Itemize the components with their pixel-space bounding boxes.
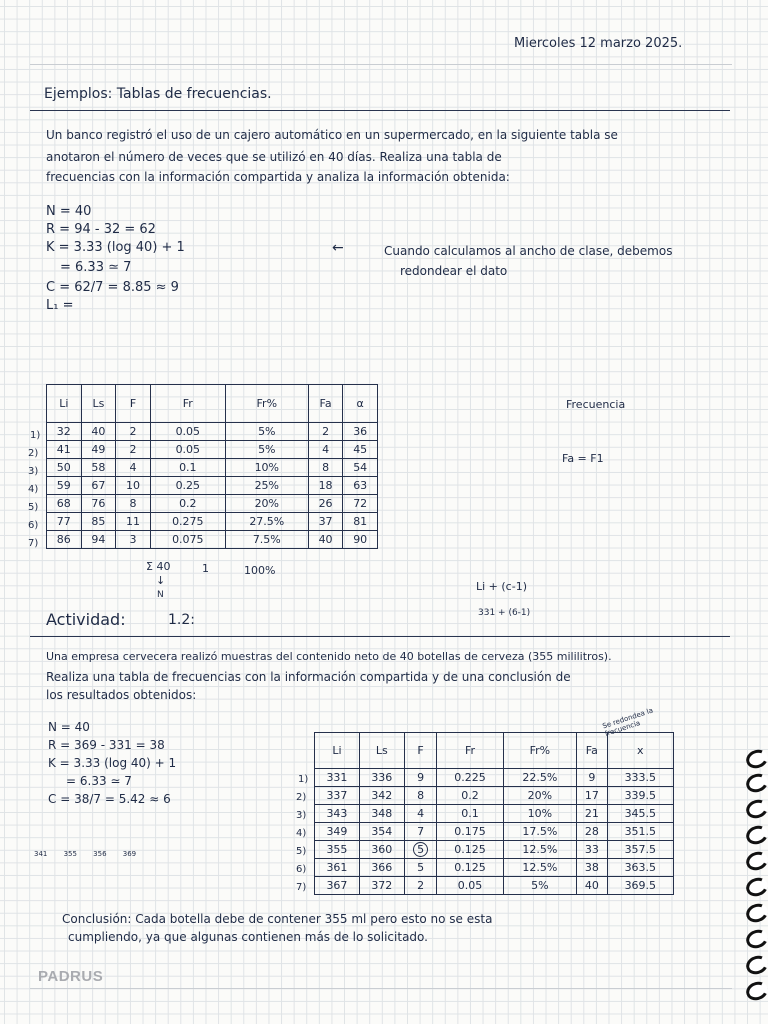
table-cell: 81	[343, 513, 378, 531]
table-row	[315, 805, 674, 823]
table-header-row	[47, 385, 378, 423]
table-cell: 26	[308, 495, 343, 513]
table-cell	[404, 841, 437, 859]
table-cell: 354	[359, 823, 404, 841]
table-cell: 0.125	[437, 841, 503, 859]
total-frequency: Σ 40	[146, 560, 171, 573]
table-cell: 331	[315, 769, 360, 787]
table-cell: 361	[315, 859, 360, 877]
left-arrow-icon: ←	[332, 240, 344, 256]
table-cell: 0.225	[437, 769, 503, 787]
table-cell: 40	[81, 423, 116, 441]
table-cell: 41	[47, 441, 82, 459]
table-cell: 49	[81, 441, 116, 459]
column-header: Fr	[437, 733, 503, 769]
table-cell: 77	[47, 513, 82, 531]
table-cell: 366	[359, 859, 404, 877]
calc-line: C = 62/7 = 8.85 ≈ 9	[46, 280, 179, 295]
table-row	[47, 477, 378, 495]
table-cell: 2	[404, 877, 437, 895]
spiral-ring-icon	[740, 746, 768, 768]
table-cell: 367	[315, 877, 360, 895]
table-cell: 336	[359, 769, 404, 787]
table-cell: 50	[47, 459, 82, 477]
table-cell: 21	[577, 805, 608, 823]
table-cell: 36	[343, 423, 378, 441]
table-row	[315, 823, 674, 841]
activity-calc-line: C = 38/7 = 5.42 ≈ 6	[48, 792, 171, 806]
table-row	[47, 513, 378, 531]
row-number: 6)	[296, 864, 307, 875]
spiral-ring-icon	[740, 926, 768, 948]
table-cell: 9	[404, 769, 437, 787]
spiral-ring-icon	[740, 952, 768, 974]
table-cell: 0.05	[150, 441, 225, 459]
row-number: 7)	[296, 882, 307, 893]
down-arrow-icon: ↓	[156, 574, 166, 587]
calc-line: L₁ =	[46, 298, 74, 313]
row-number: 1)	[30, 430, 41, 441]
column-header: F	[116, 385, 151, 423]
table-cell: 5	[404, 859, 437, 877]
activity-number: 1.2:	[168, 612, 195, 628]
table-row	[315, 769, 674, 787]
table-cell: 11	[116, 513, 151, 531]
table-cell: 8	[404, 787, 437, 805]
activity-title: Actividad:	[46, 610, 126, 629]
activity-calc-line: = 6.33 ≃ 7	[66, 774, 132, 788]
date-heading: Miercoles 12 marzo 2025.	[514, 36, 683, 51]
table-cell: 85	[81, 513, 116, 531]
column-header: Fr	[150, 385, 225, 423]
column-header: Li	[47, 385, 82, 423]
table-cell: 59	[47, 477, 82, 495]
example-statement-line: anotaron el número de veces que se utilizó en 40 días. Realiza una tabla de	[46, 150, 502, 164]
table-cell: 343	[315, 805, 360, 823]
table-cell: 68	[47, 495, 82, 513]
table-cell: 4	[404, 805, 437, 823]
formula-note: 331 + (6-1)	[478, 608, 531, 618]
table-cell: 22.5%	[503, 769, 576, 787]
table-row	[47, 441, 378, 459]
table-cell: 32	[47, 423, 82, 441]
n-label: N	[157, 590, 164, 600]
brand-logo: PADRUS	[38, 968, 104, 985]
table-cell: 20%	[225, 495, 308, 513]
column-header: α	[343, 385, 378, 423]
spiral-ring-icon	[740, 770, 768, 792]
column-header: F	[404, 733, 437, 769]
table-cell: 342	[359, 787, 404, 805]
table-cell: 2	[116, 423, 151, 441]
table-cell: 5%	[503, 877, 576, 895]
example-statement-line: Un banco registró el uso de un cajero automático en un supermercado, en la siguiente tabla se	[46, 128, 618, 142]
total-percentage: 100%	[244, 564, 276, 577]
table-cell: 360	[359, 841, 404, 859]
table-cell: 363.5	[607, 859, 673, 877]
conclusion-line: Conclusión: Cada botella debe de contener 355 ml pero esto no se esta	[62, 912, 493, 926]
table-cell: 10%	[503, 805, 576, 823]
spiral-ring-icon	[740, 822, 768, 844]
page-title: Ejemplos: Tablas de frecuencias.	[44, 86, 272, 102]
table-row	[315, 877, 674, 895]
table-cell: 7	[404, 823, 437, 841]
row-number: 2)	[296, 792, 307, 803]
table-cell: 351.5	[607, 823, 673, 841]
conclusion-line: cumpliendo, ya que algunas contienen más de lo solicitado.	[68, 930, 428, 944]
row-number: 5)	[296, 846, 307, 857]
table-cell: 0.2	[437, 787, 503, 805]
table-cell: 18	[308, 477, 343, 495]
table-cell: 2	[308, 423, 343, 441]
spiral-ring-icon	[740, 978, 768, 1000]
note-line: Cuando calculamos al ancho de clase, debemos	[384, 244, 673, 258]
table-cell: 5%	[225, 423, 308, 441]
activity-statement-line: los resultados obtenidos:	[46, 688, 197, 702]
table-row	[47, 495, 378, 513]
table-cell: 76	[81, 495, 116, 513]
column-header: Fr%	[503, 733, 576, 769]
table-row	[315, 859, 674, 877]
table-cell: 25%	[225, 477, 308, 495]
side-note: Frecuencia	[566, 398, 626, 411]
small-note: Se redondea la frecuencia	[601, 706, 655, 738]
column-header: Fa	[308, 385, 343, 423]
table-cell: 7.5%	[225, 531, 308, 549]
table-cell: 17.5%	[503, 823, 576, 841]
table-cell: 45	[343, 441, 378, 459]
table-cell: 345.5	[607, 805, 673, 823]
table-cell: 355	[315, 841, 360, 859]
column-header: Fa	[577, 733, 608, 769]
table-cell: 38	[577, 859, 608, 877]
table-cell: 0.1	[150, 459, 225, 477]
activity-frequency-table	[314, 732, 674, 895]
table-cell: 90	[343, 531, 378, 549]
table-cell: 0.05	[150, 423, 225, 441]
activity-calc-line: K = 3.33 (log 40) + 1	[48, 756, 177, 770]
calc-line: K = 3.33 (log 40) + 1	[46, 240, 185, 255]
table-cell: 37	[308, 513, 343, 531]
table-cell: 20%	[503, 787, 576, 805]
table-row	[315, 787, 674, 805]
activity-calc-line: N = 40	[48, 720, 90, 734]
table-cell: 58	[81, 459, 116, 477]
table-cell: 2	[116, 441, 151, 459]
row-number: 6)	[28, 520, 39, 531]
table-cell: 3	[116, 531, 151, 549]
table-row	[47, 459, 378, 477]
spiral-ring-icon	[740, 900, 768, 922]
column-header: Li	[315, 733, 360, 769]
table-cell: 54	[343, 459, 378, 477]
table-cell: 0.125	[437, 859, 503, 877]
total-relative-frequency: 1	[202, 562, 209, 575]
scratch-values: 341 355 356 369	[34, 850, 137, 858]
table-cell: 12.5%	[503, 859, 576, 877]
table-row	[47, 531, 378, 549]
table-cell: 10	[116, 477, 151, 495]
row-number: 7)	[28, 538, 39, 549]
table-cell: 348	[359, 805, 404, 823]
table-cell: 4	[308, 441, 343, 459]
table-cell: 17	[577, 787, 608, 805]
table-cell: 0.25	[150, 477, 225, 495]
table-cell: 0.275	[150, 513, 225, 531]
row-number: 3)	[28, 466, 39, 477]
table-cell: 8	[308, 459, 343, 477]
spiral-ring-icon	[740, 874, 768, 896]
spiral-ring-icon	[740, 848, 768, 870]
table-cell: 369.5	[607, 877, 673, 895]
table-cell: 40	[308, 531, 343, 549]
table-cell: 86	[47, 531, 82, 549]
table-cell: 10%	[225, 459, 308, 477]
table-cell: 333.5	[607, 769, 673, 787]
spiral-ring-icon	[740, 796, 768, 818]
table-cell: 0.075	[150, 531, 225, 549]
example-statement-line: frecuencias con la información compartida y analiza la información obtenida:	[46, 170, 510, 184]
row-number: 5)	[28, 502, 39, 513]
row-number: 1)	[298, 774, 309, 785]
table-cell: 337	[315, 787, 360, 805]
table-row	[47, 423, 378, 441]
table-cell: 339.5	[607, 787, 673, 805]
table-cell: 0.05	[437, 877, 503, 895]
table-cell: 9	[577, 769, 608, 787]
table-cell: 0.2	[150, 495, 225, 513]
row-number: 4)	[28, 484, 39, 495]
title-divider	[30, 110, 730, 111]
column-header: Ls	[359, 733, 404, 769]
table-cell: 12.5%	[503, 841, 576, 859]
side-note: Fa = F1	[562, 452, 604, 465]
column-header: x	[607, 733, 673, 769]
table-cell: 0.175	[437, 823, 503, 841]
circled-value: 5	[413, 842, 428, 857]
table-cell: 94	[81, 531, 116, 549]
table-cell: 349	[315, 823, 360, 841]
row-number: 2)	[28, 448, 39, 459]
table-cell: 63	[343, 477, 378, 495]
calc-line: N = 40	[46, 204, 92, 219]
example-frequency-table	[46, 384, 378, 549]
calc-line: R = 94 - 32 = 62	[46, 222, 156, 237]
table-cell: 357.5	[607, 841, 673, 859]
table-cell: 72	[343, 495, 378, 513]
row-number: 3)	[296, 810, 307, 821]
table-cell: 0.1	[437, 805, 503, 823]
activity-statement-line: Realiza una tabla de frecuencias con la información compartida y de una conclusión de	[46, 670, 571, 684]
table-cell: 4	[116, 459, 151, 477]
row-number: 4)	[296, 828, 307, 839]
table-header-row	[315, 733, 674, 769]
table-row	[315, 841, 674, 859]
table-cell: 5%	[225, 441, 308, 459]
note-line: redondear el dato	[400, 264, 508, 278]
formula-note: Li + (c-1)	[476, 580, 527, 593]
header-rule	[30, 64, 732, 65]
footer-rule	[30, 988, 732, 989]
activity-divider	[30, 636, 730, 637]
table-cell: 28	[577, 823, 608, 841]
calc-line: = 6.33 ≃ 7	[60, 260, 132, 275]
table-cell: 372	[359, 877, 404, 895]
column-header: Ls	[81, 385, 116, 423]
column-header: Fr%	[225, 385, 308, 423]
table-cell: 67	[81, 477, 116, 495]
table-cell: 27.5%	[225, 513, 308, 531]
table-cell: 8	[116, 495, 151, 513]
table-cell: 40	[577, 877, 608, 895]
table-cell: 33	[577, 841, 608, 859]
activity-calc-line: R = 369 - 331 = 38	[48, 738, 165, 752]
activity-statement-line: Una empresa cervecera realizó muestras del contenido neto de 40 botellas de cerveza (355 mililitros).	[46, 650, 612, 663]
